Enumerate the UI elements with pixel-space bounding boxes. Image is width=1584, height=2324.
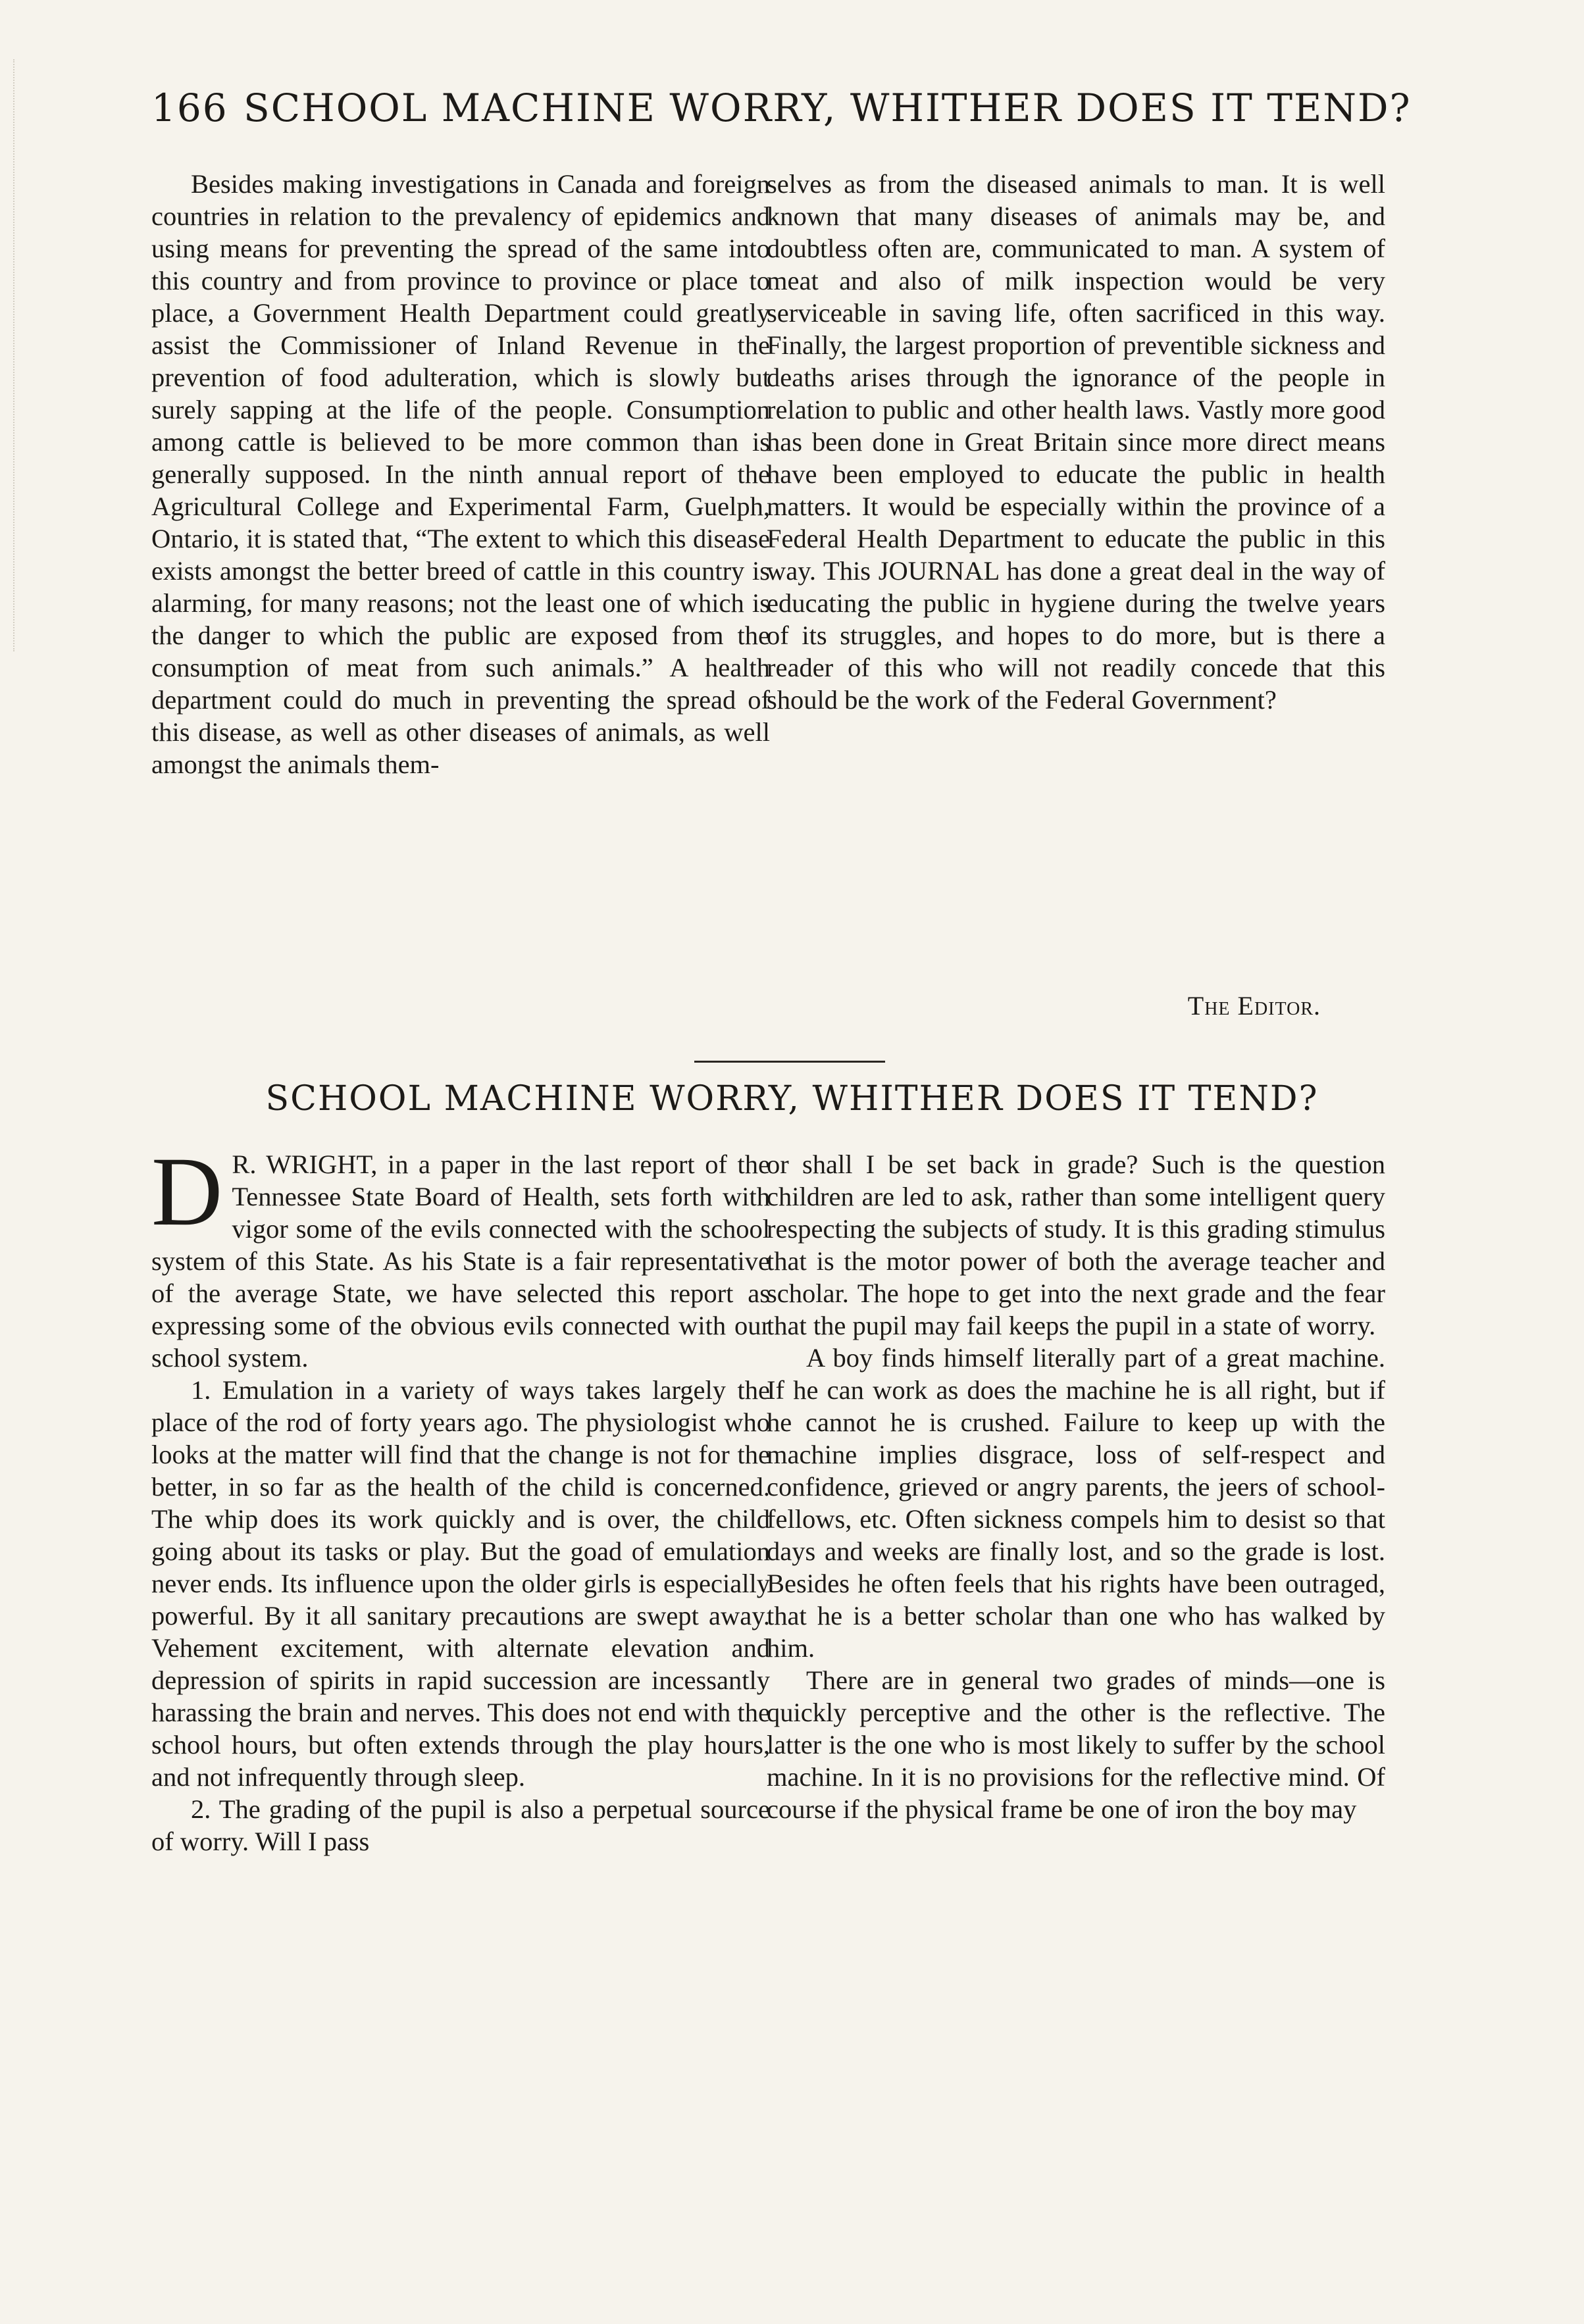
running-head	[151, 86, 1412, 145]
editor-signature: The Editor.	[1187, 991, 1321, 1021]
article-paragraph-1	[151, 1137, 770, 1374]
previous-article-paragraph-left: Besides making investigations in Canada and foreign countries in relation to the prevalency of epidemics and using means for preventing the spread of the same into this country and from province to province or place to place, a Government Health Department could greatly assist the Commissioner of Inland Revenue in the prevention of food adulteration, which is slowly but surely sapping at the life of the people. Consumption among cattle is believed to be more common than is generally supposed. In the ninth annual report of the Agricultural College and Experimental Farm, Guelph, Ontario, it is stated that, “The extent to which this disease exists amongst the better breed of cattle in this country is alarming, for many reasons; not the least one of which is the danger to which the public are exposed from the consumption of meat from such animals.” A health department could do much in preventing the spread of this disease, as well as other diseases of animals, as well amongst the animals them-	[151, 169, 770, 779]
article-paragraph-3: 2. The grading of the pupil is also a perpetual source of worry. Will I pass	[151, 1794, 770, 1856]
drop-cap: D	[151, 1137, 223, 1246]
section-divider	[694, 1061, 885, 1063]
margin-marks	[13, 59, 41, 651]
article-paragraph-5: A boy finds himself literally part of a great machine. If he can work as does the machine he is all right, but if he cannot he is crushed. Failure to keep up with the machine implies disgrace, loss of self-respect and confidence, grieved or angry parents, the jeers of school-fellows, etc. Often sickness compels him to desist so that days and weeks are finally lost, and so the grade is lost. Besides he often feels that his rights have been outraged, that he is a better scholar than one who has walked by him.	[767, 1343, 1385, 1663]
article-paragraph-4: or shall I be set back in grade? Such is the question children are led to ask, rather than some intelligent query respecting the subjects of study. It is this grading stimulus that is the motor power of both the average teacher and scholar. The hope to get into the next grade and the fear that the pupil may fail keeps the pupil in a state of worry.	[767, 1149, 1385, 1340]
previous-article-right-column	[767, 168, 1385, 716]
previous-article-paragraph-right: selves as from the diseased animals to man. It is well known that many diseases of animals may be, and doubtless often are, communicated to man. A system of meat and also of milk inspection would be very serviceable in saving life, often sacrificed in this way. Finally, the largest proportion of preventible sickness and deaths arises through the ignorance of the people in relation to public and other health laws. Vastly more good has been done in Great Britain since more direct means have been employed to educate the public in health matters. It would be especially within the province of a Federal Health Department to educate the public in this way. This JOURNAL has done a great deal in the way of educating the public in hygiene during the twelve years of its struggles, and hopes to do more, but is there a reader of this who will not readily concede that this should be the work of the Federal Government?	[767, 169, 1385, 715]
article-paragraph-6: There are in general two grades of minds—one is quickly perceptive and the other is the reflective. The latter is the one who is most likely to suffer by the school machine. In it is no provisions for the reflective mind. Of course if the physical frame be one of iron the boy may	[767, 1665, 1385, 1824]
page-number: 166	[151, 86, 228, 130]
article-title: SCHOOL MACHINE WORRY, WHITHER DOES IT TEND?	[265, 1079, 1319, 1119]
running-head-title: SCHOOL MACHINE WORRY, WHITHER DOES IT TEND?	[243, 86, 1412, 130]
article-paragraph-1-text: R. WRIGHT, in a paper in the last report of the Tennessee State Board of Health, sets forth with vigor some of the evils connected with the school system of this State. As his State is a fair representative of the average State, we have selected this report as expressing some of the obvious evils connected with our school system.	[151, 1149, 770, 1373]
article-left-column	[151, 1137, 770, 1857]
article-right-column	[767, 1148, 1385, 1825]
article-paragraph-2: 1. Emulation in a variety of ways takes largely the place of the rod of forty years ago. The physiologist who looks at the matter will find that the change is not for the better, in so far as the health of the child is concerned. The whip does its work quickly and is over, the child going about its tasks or play. But the goad of emulation never ends. Its influence upon the older girls is especially powerful. By it all sanitary precautions are swept away. Vehement excitement, with alternate elevation and depression of spirits in rapid succession are incessantly harassing the brain and nerves. This does not end with the school hours, but often extends through the play hours, and not infrequently through sleep.	[151, 1375, 770, 1792]
previous-article-left-column	[151, 168, 770, 780]
